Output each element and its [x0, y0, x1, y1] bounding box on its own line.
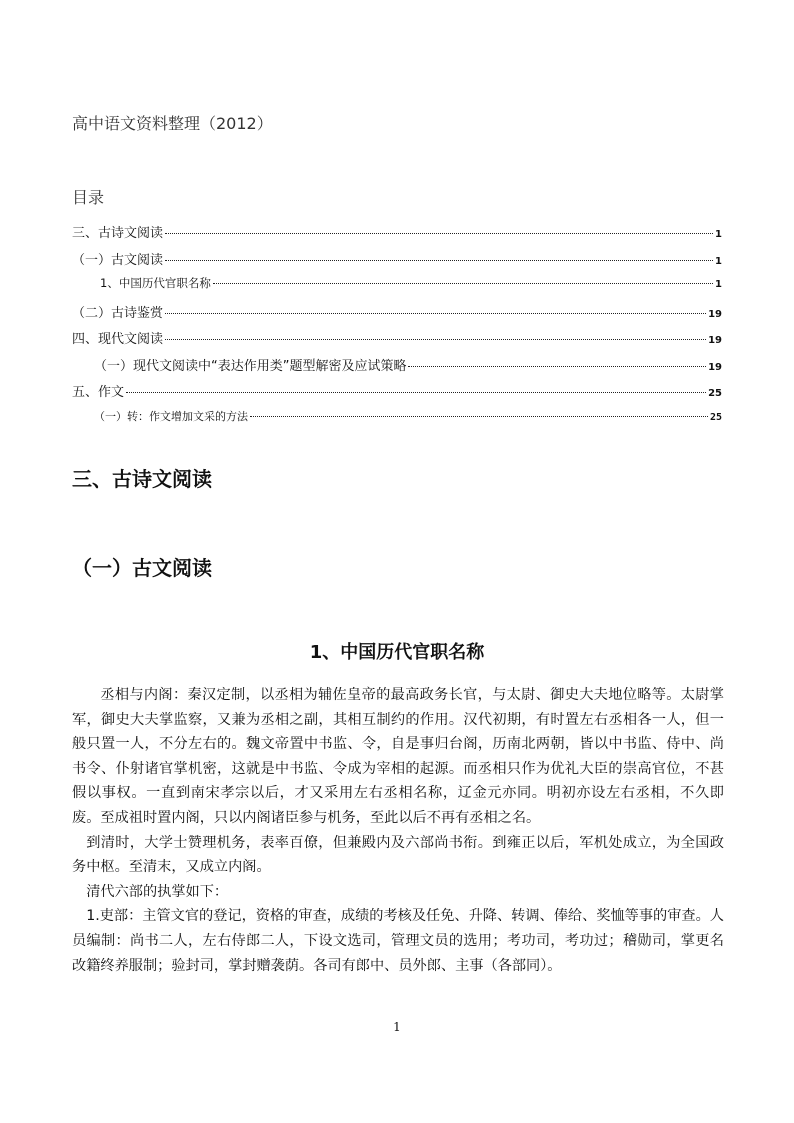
- toc-entry-label: （一）转：作文增加文采的方法: [94, 409, 248, 423]
- toc-entry-label: （一）古文阅读: [72, 252, 164, 268]
- section-heading: 三、古诗文阅读: [72, 467, 212, 491]
- toc-entry-label: 四、现代文阅读: [72, 332, 164, 347]
- toc-heading: 目录: [72, 188, 105, 207]
- toc-entry[interactable]: [72, 222, 722, 249]
- paragraph: 清代六部的执掌如下：: [86, 883, 229, 900]
- paragraph: 到清时，大学士赞理机务，表率百僚，但兼殿内及六部尚书衔。到雍正以后，军机处成立，为全国政务中枢。至清末，又成立内阁。: [72, 834, 724, 876]
- toc-entry[interactable]: [72, 302, 722, 329]
- toc-entry[interactable]: [72, 355, 722, 382]
- toc-entry-page: 19: [708, 335, 722, 346]
- toc-leader-dots: [250, 416, 708, 417]
- toc-leader-dots: [165, 260, 713, 261]
- toc-leader-dots: [213, 283, 713, 284]
- toc-entry-page: 25: [709, 411, 722, 423]
- toc-leader-dots: [165, 233, 713, 234]
- toc-entry-label: 五、作文: [72, 385, 125, 400]
- document-title: 高中语文资料整理（2012）: [72, 114, 273, 133]
- toc-entry[interactable]: [72, 381, 722, 408]
- subsection-heading: （一）古文阅读: [72, 556, 212, 580]
- toc-entry-page: 1: [715, 279, 722, 290]
- toc-leader-dots: [165, 313, 706, 314]
- toc-entry-label: （二）古诗鉴赏: [72, 305, 164, 321]
- table-of-contents: [72, 222, 722, 434]
- toc-entry-label: 三、古诗文阅读: [72, 226, 164, 241]
- page-number: 1: [393, 1020, 401, 1034]
- toc-entry[interactable]: [72, 275, 722, 302]
- body-text: [72, 683, 724, 978]
- toc-entry[interactable]: [72, 408, 722, 435]
- toc-entry-page: 19: [708, 361, 722, 373]
- toc-leader-dots: [408, 366, 706, 367]
- toc-entry-page: 25: [708, 388, 722, 399]
- toc-entry-page: 1: [715, 255, 722, 267]
- toc-entry-page: 1: [715, 229, 722, 240]
- paragraph: 1.吏部：主管文官的登记，资格的审查，成绩的考核及任免、升降、转调、俸给、奖恤等事的审查。人员编制：尚书二人，左右侍郎二人，下设文选司，管理文员的选用；考功司，考功过；稽勋司，掌更名改籍终养服制；验封司，掌封赠袭荫。各司有郎中、员外郎、主事（各部同）。: [72, 908, 724, 974]
- toc-leader-dots: [165, 339, 706, 340]
- toc-entry-page: 19: [708, 308, 722, 320]
- toc-leader-dots: [126, 392, 706, 393]
- article-title: 1、中国历代官职名称: [309, 642, 485, 663]
- toc-entry[interactable]: [72, 249, 722, 276]
- toc-entry-label: 1、中国历代官职名称: [100, 276, 211, 290]
- paragraph: 丞相与内阁：秦汉定制，以丞相为辅佐皇帝的最高政务长官，与太尉、御史大夫地位略等。太尉掌军，御史大夫掌监察，又兼为丞相之副，其相互制约的作用。汉代初期，有时置左右丞相各一人，但一般只置一人，不分左右的。魏文帝置中书监、令，自是事归台阁，历南北两朝，皆以中书监、侍中、尚书令、仆射诸官掌机密，这就是中书监、令成为宰相的起源。而丞相只作为优礼大臣的崇高官位，不甚假以事权。一直到南宋孝宗以后，才又采用左右丞相名称，辽金元亦同。明初亦设左右丞相，不久即废。至成祖时置内阁，只以内阁诸臣参与机务，至此以后不再有丞相之名。: [72, 687, 724, 826]
- toc-entry[interactable]: [72, 328, 722, 355]
- toc-entry-label: （一）现代文阅读中“表达作用类”题型解密及应试策略: [94, 358, 407, 374]
